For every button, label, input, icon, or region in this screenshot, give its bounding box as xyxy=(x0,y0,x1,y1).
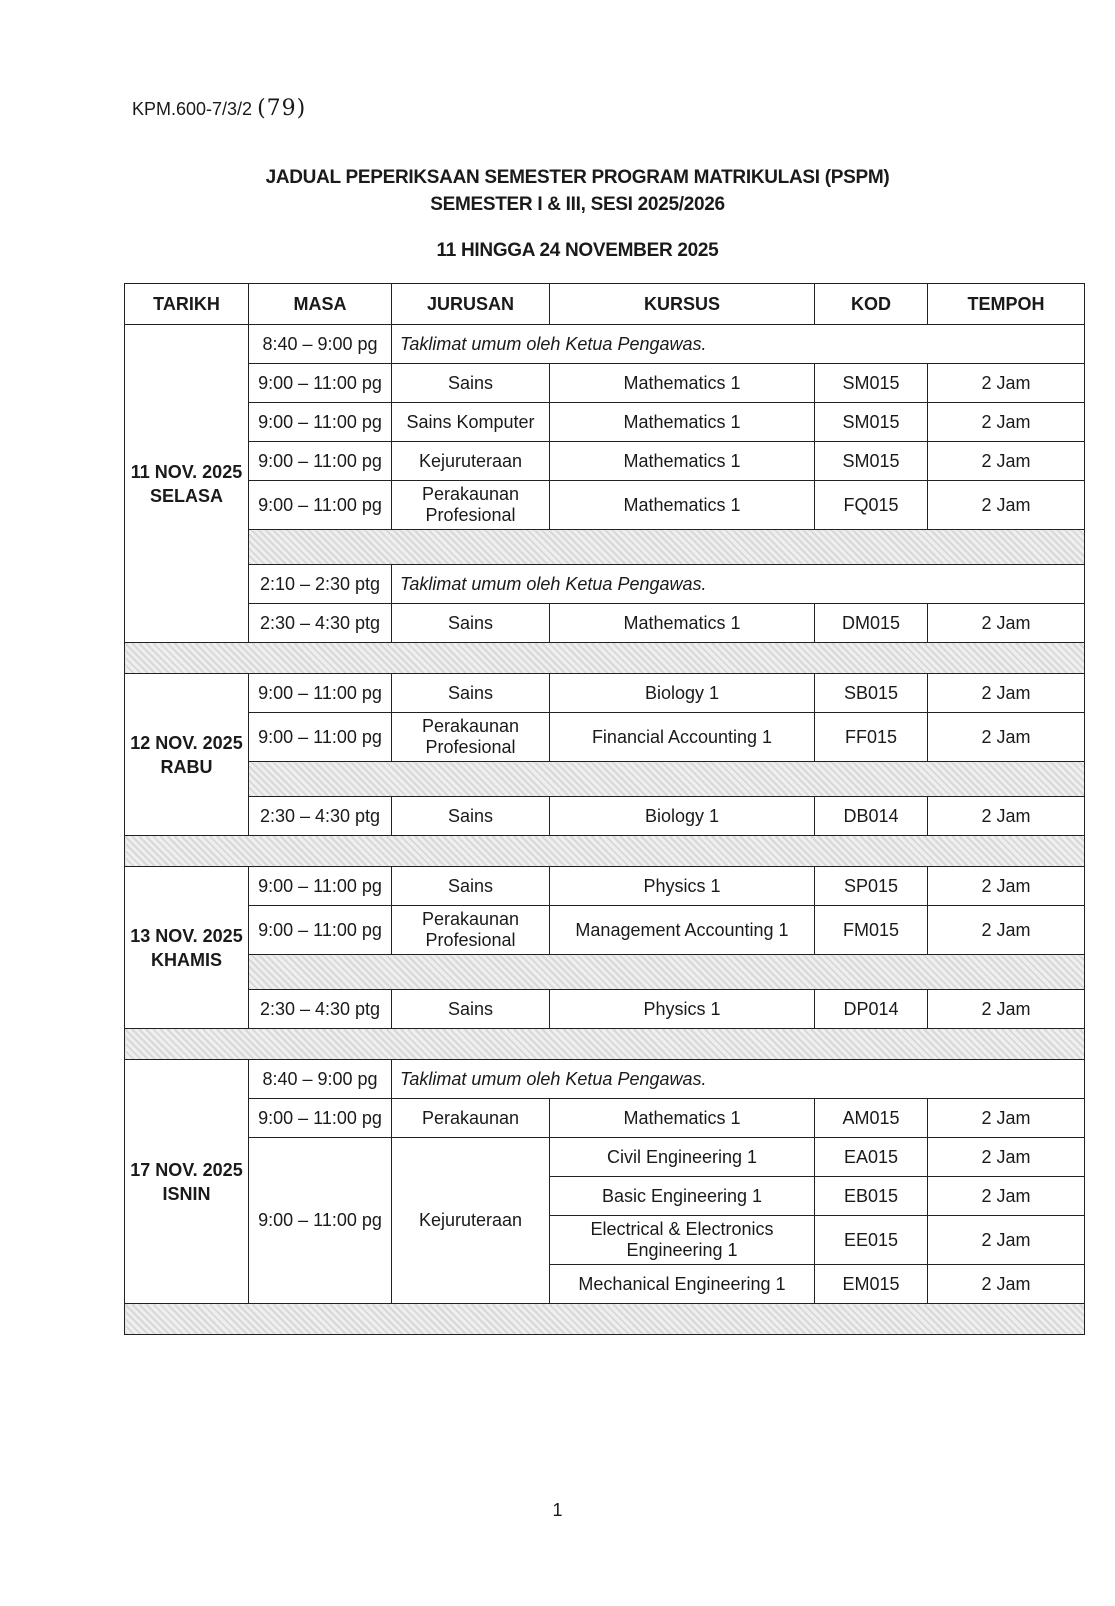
date-cell xyxy=(125,325,249,643)
jurusan-cell: Perakaunan Profesional xyxy=(392,713,550,762)
tempoh-cell: 2 Jam xyxy=(928,481,1085,530)
jurusan-cell: Perakaunan Profesional xyxy=(392,481,550,530)
day-separator xyxy=(125,836,1085,867)
tempoh-cell: 2 Jam xyxy=(928,1138,1085,1177)
time-cell: 9:00 – 11:00 pg xyxy=(249,1138,392,1304)
tempoh-cell: 2 Jam xyxy=(928,403,1085,442)
kursus-cell: Physics 1 xyxy=(550,990,815,1029)
exam-schedule-table xyxy=(124,283,1085,1335)
break-row xyxy=(125,530,1085,565)
tempoh-cell: 2 Jam xyxy=(928,442,1085,481)
time-cell: 9:00 – 11:00 pg xyxy=(249,867,392,906)
header-tarikh: TARIKH xyxy=(125,284,249,325)
jurusan-cell: Perakaunan xyxy=(392,1099,550,1138)
kod-cell: DM015 xyxy=(815,604,928,643)
kursus-cell: Biology 1 xyxy=(550,674,815,713)
time-cell: 2:30 – 4:30 ptg xyxy=(249,990,392,1029)
kod-cell: EB015 xyxy=(815,1177,928,1216)
date-cell xyxy=(125,867,249,1029)
table-row xyxy=(125,364,1085,403)
tempoh-cell: 2 Jam xyxy=(928,797,1085,836)
separator-cell xyxy=(125,1304,1085,1335)
table-row xyxy=(125,797,1085,836)
day-separator xyxy=(125,1304,1085,1335)
table-row xyxy=(125,325,1085,364)
time-cell: 2:10 – 2:30 ptg xyxy=(249,565,392,604)
kursus-cell: Mathematics 1 xyxy=(550,403,815,442)
briefing-cell: Taklimat umum oleh Ketua Pengawas. xyxy=(392,1060,1085,1099)
kursus-cell: Mathematics 1 xyxy=(550,442,815,481)
time-cell: 9:00 – 11:00 pg xyxy=(249,442,392,481)
day-separator xyxy=(125,643,1085,674)
jurusan-cell: Kejuruteraan xyxy=(392,1138,550,1304)
separator-cell xyxy=(125,643,1085,674)
kursus-cell: Civil Engineering 1 xyxy=(550,1138,815,1177)
day-separator xyxy=(125,1029,1085,1060)
jurusan-cell: Sains xyxy=(392,867,550,906)
tempoh-cell: 2 Jam xyxy=(928,364,1085,403)
break-cell xyxy=(249,762,1085,797)
kod-cell: SM015 xyxy=(815,442,928,481)
day-text: RABU xyxy=(160,756,213,777)
tempoh-cell: 2 Jam xyxy=(928,713,1085,762)
date-text: 13 NOV. 2025 xyxy=(130,925,243,946)
day-text: KHAMIS xyxy=(151,949,222,970)
table-row xyxy=(125,713,1085,762)
table-row xyxy=(125,674,1085,713)
separator-cell xyxy=(125,836,1085,867)
kursus-cell: Mathematics 1 xyxy=(550,604,815,643)
header-masa: MASA xyxy=(249,284,392,325)
tempoh-cell: 2 Jam xyxy=(928,1177,1085,1216)
kod-cell: EE015 xyxy=(815,1216,928,1265)
kod-cell: EA015 xyxy=(815,1138,928,1177)
date-text: 17 NOV. 2025 xyxy=(130,1159,243,1180)
table-row xyxy=(125,481,1085,530)
kod-cell: SP015 xyxy=(815,867,928,906)
jurusan-cell: Perakaunan Profesional xyxy=(392,906,550,955)
jurusan-cell: Sains Komputer xyxy=(392,403,550,442)
tempoh-cell: 2 Jam xyxy=(928,906,1085,955)
time-cell: 9:00 – 11:00 pg xyxy=(249,364,392,403)
kod-cell: EM015 xyxy=(815,1265,928,1304)
day-text: SELASA xyxy=(149,485,223,506)
date-cell xyxy=(125,674,249,836)
tempoh-cell: 2 Jam xyxy=(928,867,1085,906)
date-text: 11 NOV. 2025 xyxy=(130,461,243,482)
kursus-cell: Electrical & Electronics Engineering 1 xyxy=(550,1216,815,1265)
break-row xyxy=(125,955,1085,990)
kod-cell: SM015 xyxy=(815,403,928,442)
tempoh-cell: 2 Jam xyxy=(928,1099,1085,1138)
table-row xyxy=(125,1060,1085,1099)
kursus-cell: Mathematics 1 xyxy=(550,1099,815,1138)
header-kod: KOD xyxy=(815,284,928,325)
table-row xyxy=(125,990,1085,1029)
break-cell xyxy=(249,955,1085,990)
header-jurusan: JURUSAN xyxy=(392,284,550,325)
tempoh-cell: 2 Jam xyxy=(928,1216,1085,1265)
table-header-row xyxy=(125,284,1085,325)
reference-handwritten: (79) xyxy=(257,96,307,121)
title-line-2: SEMESTER I & III, SESI 2025/2026 xyxy=(430,194,725,215)
jurusan-cell: Kejuruteraan xyxy=(392,442,550,481)
table-row xyxy=(125,604,1085,643)
table-row xyxy=(125,906,1085,955)
date-cell xyxy=(125,1060,249,1304)
header-tempoh: TEMPOH xyxy=(928,284,1085,325)
kod-cell: FM015 xyxy=(815,906,928,955)
time-cell: 9:00 – 11:00 pg xyxy=(249,906,392,955)
table-row xyxy=(125,403,1085,442)
tempoh-cell: 2 Jam xyxy=(928,674,1085,713)
table-row xyxy=(125,1099,1085,1138)
reference-code: KPM.600-7/3/2 xyxy=(132,99,253,119)
kursus-cell: Mathematics 1 xyxy=(550,364,815,403)
kursus-cell: Management Accounting 1 xyxy=(550,906,815,955)
kursus-cell: Physics 1 xyxy=(550,867,815,906)
table-row xyxy=(125,442,1085,481)
table-row xyxy=(125,1138,1085,1177)
title-line-1: JADUAL PEPERIKSAAN SEMESTER PROGRAM MATRIKULASI (PSPM) xyxy=(265,167,890,188)
kod-cell: SM015 xyxy=(815,364,928,403)
time-cell: 9:00 – 11:00 pg xyxy=(249,713,392,762)
kod-cell: AM015 xyxy=(815,1099,928,1138)
kod-cell: FF015 xyxy=(815,713,928,762)
time-cell: 2:30 – 4:30 ptg xyxy=(249,797,392,836)
briefing-cell: Taklimat umum oleh Ketua Pengawas. xyxy=(392,565,1085,604)
reference-number xyxy=(132,96,306,121)
break-row xyxy=(125,762,1085,797)
kod-cell: DB014 xyxy=(815,797,928,836)
kursus-cell: Mechanical Engineering 1 xyxy=(550,1265,815,1304)
time-cell: 9:00 – 11:00 pg xyxy=(249,403,392,442)
kursus-cell: Biology 1 xyxy=(550,797,815,836)
tempoh-cell: 2 Jam xyxy=(928,1265,1085,1304)
time-cell: 2:30 – 4:30 ptg xyxy=(249,604,392,643)
kod-cell: SB015 xyxy=(815,674,928,713)
time-cell: 9:00 – 11:00 pg xyxy=(249,1099,392,1138)
break-cell xyxy=(249,530,1085,565)
date-text: 12 NOV. 2025 xyxy=(130,732,243,753)
table-row xyxy=(125,867,1085,906)
separator-cell xyxy=(125,1029,1085,1060)
tempoh-cell: 2 Jam xyxy=(928,604,1085,643)
kursus-cell: Basic Engineering 1 xyxy=(550,1177,815,1216)
time-cell: 8:40 – 9:00 pg xyxy=(249,1060,392,1099)
jurusan-cell: Sains xyxy=(392,364,550,403)
page-number: 1 xyxy=(552,1500,563,1520)
kursus-cell: Mathematics 1 xyxy=(550,481,815,530)
kod-cell: FQ015 xyxy=(815,481,928,530)
jurusan-cell: Sains xyxy=(392,990,550,1029)
time-cell: 9:00 – 11:00 pg xyxy=(249,481,392,530)
briefing-cell: Taklimat umum oleh Ketua Pengawas. xyxy=(392,325,1085,364)
title-date-range: 11 HINGGA 24 NOVEMBER 2025 xyxy=(436,240,719,261)
table-row xyxy=(125,565,1085,604)
day-text: ISNIN xyxy=(162,1183,211,1204)
tempoh-cell: 2 Jam xyxy=(928,990,1085,1029)
time-cell: 8:40 – 9:00 pg xyxy=(249,325,392,364)
jurusan-cell: Sains xyxy=(392,604,550,643)
time-cell: 9:00 – 11:00 pg xyxy=(249,674,392,713)
jurusan-cell: Sains xyxy=(392,797,550,836)
kod-cell: DP014 xyxy=(815,990,928,1029)
header-kursus: KURSUS xyxy=(550,284,815,325)
jurusan-cell: Sains xyxy=(392,674,550,713)
kursus-cell: Financial Accounting 1 xyxy=(550,713,815,762)
